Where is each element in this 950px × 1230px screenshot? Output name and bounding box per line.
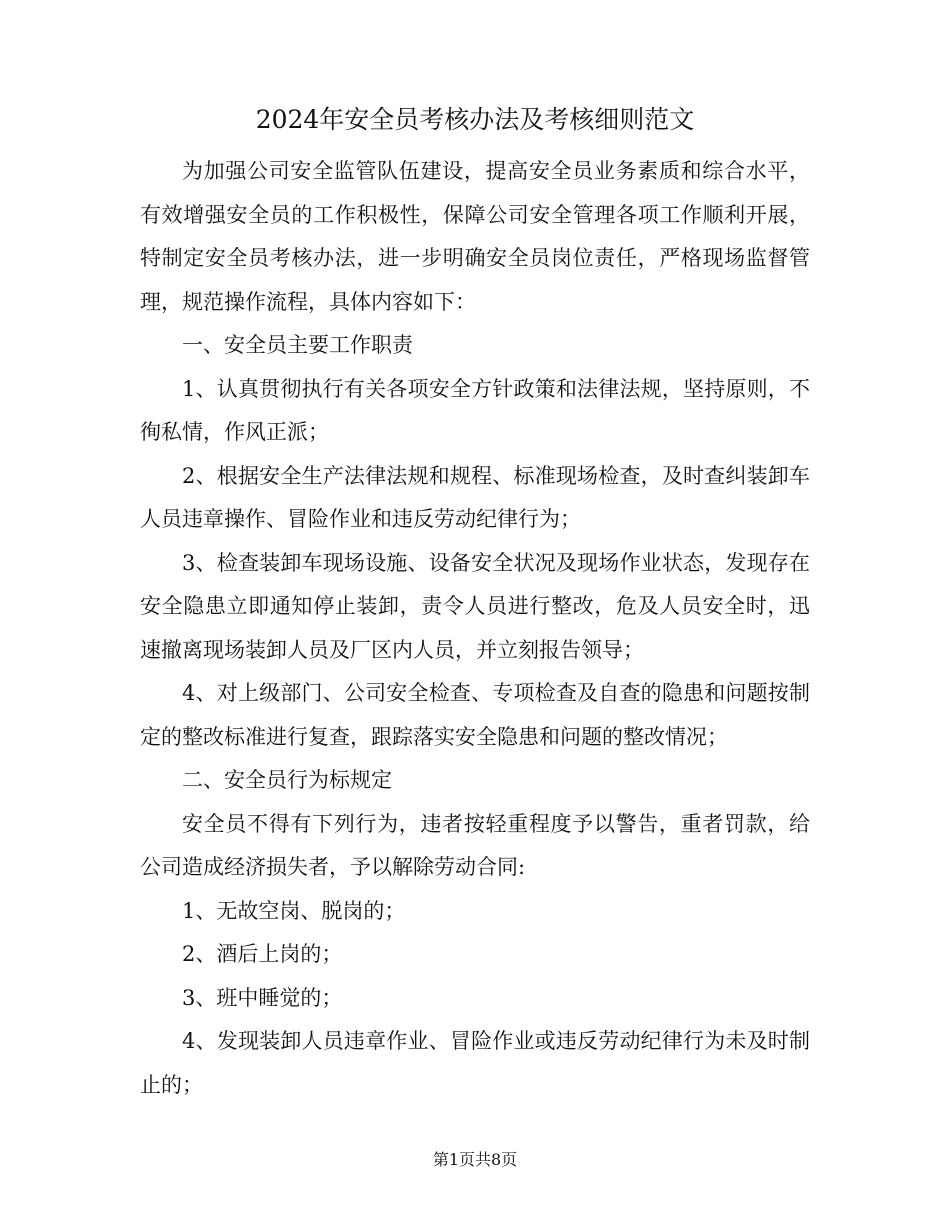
section-heading-duties: 一、安全员主要工作职责 [182, 333, 413, 357]
paragraph-conduct-intro: 安全员不得有下列行为，违者按轻重程度予以警告，重者罚款，给公司造成经济损失者，予以解除劳动合同: [140, 811, 810, 879]
document-body [140, 150, 810, 1107]
paragraph-conduct-1: 1、无故空岗、脱岗的； [182, 898, 406, 923]
document-title: 2024年安全员考核办法及考核细则范文 [255, 105, 695, 134]
section-heading-conduct: 二、安全员行为标规定 [182, 768, 392, 792]
paragraph-intro: 为加强公司安全监管队伍建设，提高安全员业务素质和综合水平，有效增强安全员的工作积极性，保障公司安全管理各项工作顺利开展，特制定安全员考核办法，进一步明确安全员岗位责任，严格现场监督管理，规范操作流程，具体内容如下： [140, 159, 810, 314]
paragraph-duty-3: 3、检查装卸车现场设施、设备安全状况及现场作业状态，发现存在安全隐患立即通知停止装卸，责令人员进行整改，危及人员安全时，迅速撤离现场装卸人员及厂区内人员，并立刻报告领导； [140, 550, 810, 662]
paragraph-conduct-3: 3、班中睡觉的； [182, 985, 343, 1010]
page-number: 第1页共8页 [432, 1150, 518, 1169]
paragraph-conduct-2: 2、酒后上岗的； [182, 942, 343, 966]
paragraph-duty-2: 2、根据安全生产法律法规和规程、标准现场检查，及时查纠装卸车人员违章操作、冒险作业和违反劳动纪律行为； [140, 463, 810, 531]
paragraph-conduct-4: 4、发现装卸人员违章作业、冒险作业或违反劳动纪律行为未及时制止的； [140, 1029, 810, 1097]
paragraph-duty-1: 1、认真贯彻执行有关各项安全方针政策和法律法规，坚持原则，不徇私情，作风正派； [140, 376, 810, 444]
paragraph-duty-4: 4、对上级部门、公司安全检查、专项检查及自查的隐患和问题按制定的整改标准进行复查，跟踪落实安全隐患和问题的整改情况； [140, 681, 810, 749]
